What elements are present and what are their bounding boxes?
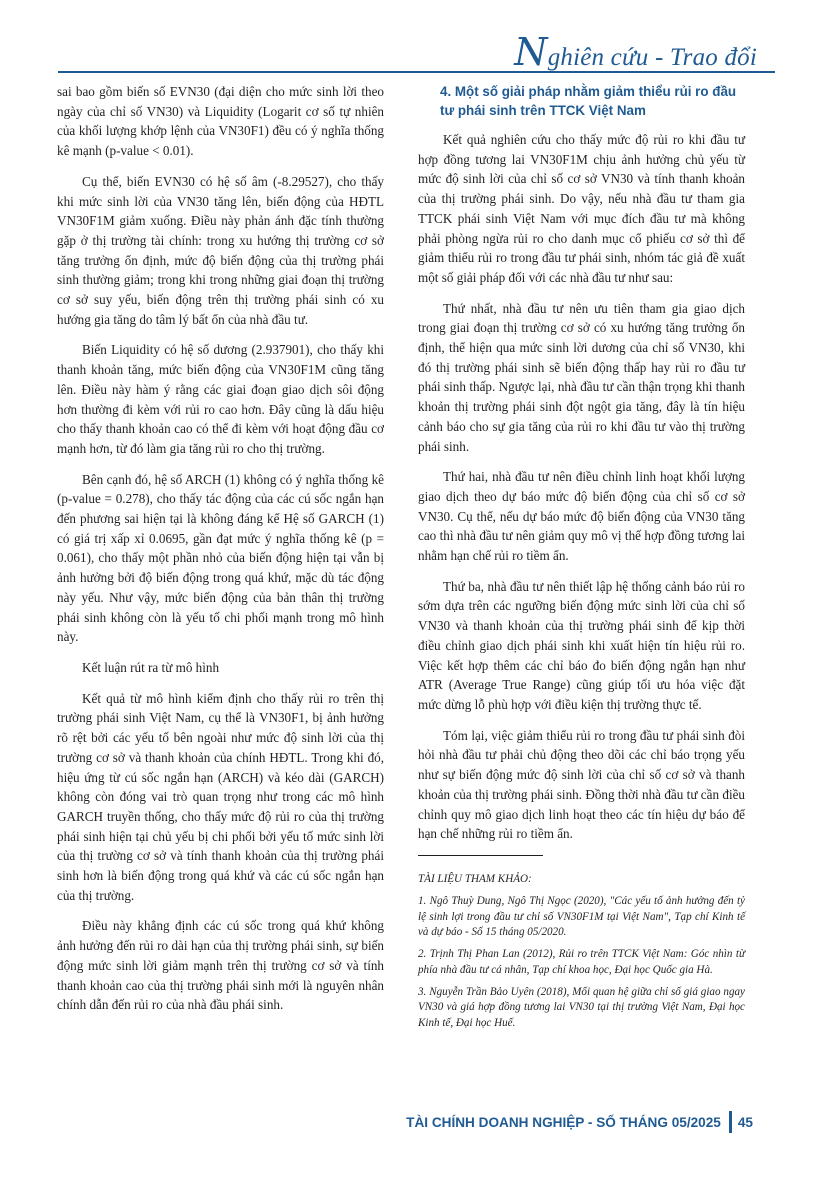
page-footer [406, 1111, 753, 1133]
subheading: Kết luận rút ra từ mô hình [82, 659, 220, 675]
right-paragraph: Tóm lại, việc giảm thiểu rủi ro trong đầu tư phái sinh đòi hỏi nhà đầu tư phải chủ động theo dõi các chỉ báo trọng yếu như sự biến động mức độ sinh lời của chỉ số cơ sở và thanh khoản của thị trường phái sinh. Đồng thời nhà đầu tư cần điều chỉnh quy mô giao dịch linh hoạt theo các tín hiệu dự báo để hạn chế những rủi ro tiềm ẩn. [418, 727, 745, 842]
right-paragraph: Thứ ba, nhà đầu tư nên thiết lập hệ thống cảnh báo rủi ro sớm dựa trên các ngưỡng biến động mức sinh lời của chỉ số VN30 và thanh khoản của thị trường phái sinh để kịp thời điều chỉnh giao dịch phái sinh khi xuất hiện tín hiệu rủi ro. Việc kết hợp thêm các chỉ báo đo biến động ngắn hạn như ATR (Average True Range) cũng giúp tối ưu hóa việc đặt mức dừng lỗ phù hợp với điều kiện thị trường thực tế. [418, 578, 745, 712]
references-divider [418, 855, 543, 856]
right-paragraph: Thứ hai, nhà đầu tư nên điều chỉnh linh hoạt khối lượng giao dịch theo dự báo mức độ biến động của chỉ số cơ sở VN30. Cụ thể, nếu dự báo mức độ biến động của VN30 tăng cao thì nhà đầu tư nên giảm quy mô vị thế hợp đồng tương lai nhằm hạn chế rủi ro tiềm ẩn. [418, 469, 745, 564]
reference-item: 1. Ngô Thuỳ Dung, Ngô Thị Ngọc (2020), "Các yếu tố ảnh hưởng đến tỷ lệ sinh lợi trong đầu tư chỉ số VN30F1M tại Việt Nam", Tạp chí Kinh tế và dự báo - Số 15 tháng 05/2020. [418, 894, 745, 939]
footer-separator [729, 1111, 732, 1133]
references-heading: TÀI LIỆU THAM KHẢO: [418, 872, 532, 885]
publication-name: TÀI CHÍNH DOANH NGHIỆP - SỐ THÁNG 05/2025 [406, 1114, 721, 1130]
reference-item: 3. Nguyễn Trần Bảo Uyên (2018), Mối quan hệ giữa chỉ số giá giao ngay VN30 và giá hợp đồng tương lai VN30 tại thị trường Việt Nam, Đại học Kinh tế, Đại học Huế. [418, 985, 745, 1030]
section-brand [514, 30, 757, 74]
right-column [418, 82, 745, 1038]
left-paragraph: Kết quả từ mô hình kiểm định cho thấy rủi ro trên thị trường phái sinh Việt Nam, cụ thể là VN30F1, bị ảnh hưởng rõ rệt bởi các yếu tố bên ngoài như mức độ sinh lời của thị trường cơ sở và thanh khoản của chính HĐTL. Trong khi đó, hiệu ứng từ cú sốc ngắn hạn (ARCH) và kéo dài (GARCH) không còn đóng vai trò quan trọng như trong các mô hình GARCH truyền thống, cho thấy mức độ rủi ro của thị trường phái sinh hiện tại chủ yếu bị chi phối bởi yếu tố mức sinh lời của thị trường cơ sở và tính thanh khoản của thị trường phái sinh hơn là biến động trong quá khứ và các cú sốc ngắn hạn của thị trường. [57, 690, 384, 903]
left-paragraph: Bên cạnh đó, hệ số ARCH (1) không có ý nghĩa thống kê (p-value = 0.278), cho thấy tác động của các cú sốc ngắn hạn đến phương sai hiện tại là không đáng kể Hệ số GARCH (1) có giá trị xấp xỉ 0.0695, gần đạt mức ý nghĩa thống kê (p = 0.061), cho thấy một phần nhỏ của biến động hiện tại vẫn bị ảnh hưởng bởi độ biến động trong quá khứ, mặc dù tác động này yếu. Như vậy, mức biến động của bản thân thị trường phái sinh không còn là yếu tố chi phối mạnh trong mô hình này. [57, 471, 384, 645]
header-rule [58, 71, 775, 73]
left-paragraph: Cụ thể, biến EVN30 có hệ số âm (-8.29527), cho thấy khi mức sinh lời của VN30 tăng lên, biến động của HĐTL VN30F1M giảm xuống. Điều này phản ánh đặc tính thường gặp ở thị trường tài chính: trong xu hướng thị trường cơ sở tăng trưởng ổn định, mức độ biến động của thị trường phái sinh thường giảm; trong khi trong những giai đoạn thị trường cơ sở suy yếu, biến động trên thị trường phái sinh có xu hướng gia tăng do tâm lý bất ổn của nhà đầu tư. [57, 173, 384, 327]
references [418, 872, 745, 1032]
right-paragraph: Thứ nhất, nhà đầu tư nên ưu tiên tham gia giao dịch trong giai đoạn thị trường cơ sở có xu hướng tăng trưởng ổn định, thể hiện qua mức sinh lời dương của chỉ số VN30, khi đó thị trường phái sinh sẽ biến động thấp hay rủi ro đầu tư phái sinh thấp. Ngược lại, nhà đầu tư cần thận trọng khi thanh khoản thị trường phái sinh đột ngột gia tăng, đây là tín hiệu cảnh báo cho sự gia tăng của rủi ro khi đầu tư vào thị trường phái sinh. [418, 300, 745, 454]
brand-text: ghiên cứu - Trao đổi [547, 44, 757, 71]
left-paragraph: Điều này khẳng định các cú sốc trong quá khứ không ảnh hưởng đến rủi ro dài hạn của thị trường phái sinh, sự biến động mức sinh lời giảm mạnh trên thị trường cơ sở và tính thanh khoản cao của thị trường phái sinh mới là nguyên nhân chính dẫn đến rủi ro của nhà đầu phái sinh. [57, 918, 384, 1013]
page-header [0, 0, 815, 82]
reference-item: 2. Trịnh Thị Phan Lan (2012), Rủi ro trên TTCK Việt Nam: Góc nhìn từ phía nhà đầu tư cá nhân, Tạp chí khoa học, Đại học Quốc gia Hà. [418, 948, 745, 976]
left-paragraph: sai bao gồm biến số EVN30 (đại diện cho mức sinh lời theo ngày của chỉ số VN30) và Liquidity (Logarit cơ số tự nhiên của khối lượng khớp lệnh của VN30F1) đều có ý nghĩa thống kê mạnh (p-value < 0.01). [57, 84, 384, 159]
left-column [57, 82, 384, 1026]
section-title: 4. Một số giải pháp nhằm giảm thiểu rủi ro đầu tư phái sinh trên TTCK Việt Nam [440, 84, 737, 118]
left-paragraph: Biến Liquidity có hệ số dương (2.937901), cho thấy khi thanh khoản tăng, mức biến động của VN30F1M cũng tăng lên. Điều này hàm ý rằng các giai đoạn giao dịch sôi động hơn thường đi kèm với rủi ro cao hơn. Đây cũng là dấu hiệu cho thấy thanh khoản cao có thể đi kèm với hoạt động đầu cơ mạnh hơn, từ đó làm gia tăng rủi ro cho thị trường. [57, 342, 384, 456]
page-number: 45 [737, 1114, 753, 1130]
brand-initial: N [514, 30, 548, 74]
right-paragraph: Kết quả nghiên cứu cho thấy mức độ rủi ro khi đầu tư hợp đồng tương lai VN30F1M chịu ảnh hưởng chủ yếu từ mức độ sinh lời của chỉ số cơ sở VN30 và tính thanh khoản của thị trường phái sinh. Do vậy, nếu nhà đầu tư tham gia TTCK phái sinh Việt Nam với mục đích đầu tư mà không phải phòng ngừa rủi ro cho danh mục cổ phiếu cơ sở thì để giảm thiểu rủi ro trong đầu tư phái sinh, nhóm tác giả đề xuất một số giải pháp đối với các nhà đầu tư như sau: [418, 132, 745, 285]
